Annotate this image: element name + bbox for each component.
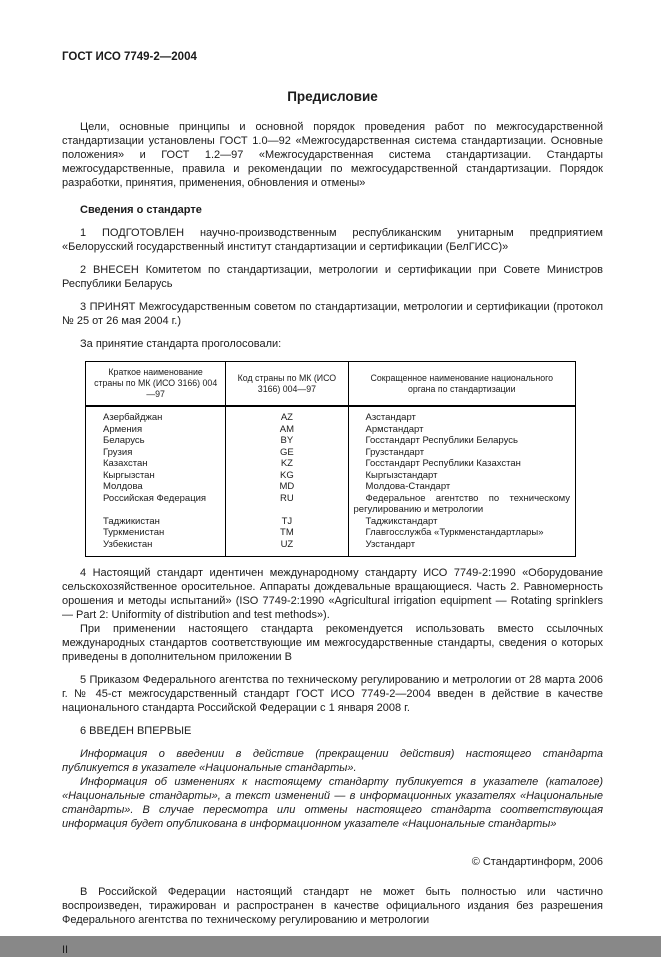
table-header-org: Сокращенное наименование национального органа по стандартизации (348, 362, 575, 407)
info-item-4-continuation: При применении настоящего стандарта рекомендуется использовать вместо ссылочных международных стандартов соответствующие им межгосударственные стандарты, сведения о которых приведены в дополнительном приложении В (62, 623, 603, 663)
cell-country: Молдова (103, 481, 143, 492)
cell-country: Беларусь (103, 435, 145, 446)
cell-code: KZ (226, 458, 348, 470)
cell-org: Федеральное агентство по техническому регулированию и метрологии (348, 493, 575, 516)
info-item-2: 2 ВНЕСЕН Комитетом по стандартизации, метрологии и сертификации при Совете Министров Республики Беларусь (62, 264, 603, 290)
cell-country: Туркменистан (103, 527, 165, 538)
info-item-4: 4 Настоящий стандарт идентичен международному стандарту ИСО 7749-2:1990 «Оборудование сельскохозяйственное оросительное. Аппараты дождевальные вращающиеся. Часть 2. Равномерность орошения и методы испытаний» (ISO 7749-2:1990 «Agricultural irrigation equipment — Rotating sprinklers — Part 2: Uniformity of distribution and test methods»). (62, 567, 603, 621)
cell-country: Грузия (103, 446, 133, 458)
cell-org: Таджикстандарт (348, 516, 575, 528)
info-item-5: 5 Приказом Федерального агентства по техническому регулированию и метрологии от 28 марта 2006 г. № 45-ст межгосударственный стандарт ГОСТ ИСО 7749-2—2004 введен в действие в качестве национального стандарта Российской Федерации с 1 января 2008 г. (62, 674, 603, 714)
cell-code: AM (226, 424, 348, 436)
table-row (86, 481, 576, 493)
cell-code: TJ (226, 516, 348, 528)
table-row (86, 470, 576, 482)
cell-org: Армстандарт (348, 424, 575, 436)
cell-country: Азербайджан (103, 412, 163, 423)
copyright-line: © Стандартинформ, 2006 (471, 856, 603, 868)
vote-line: За принятие стандарта проголосовали: (80, 338, 282, 350)
cell-code: UZ (226, 539, 348, 557)
page-title: Предисловие (287, 89, 378, 104)
intro-paragraph: Цели, основные принципы и основной порядок проведения работ по межгосударственной стандартизации установлены ГОСТ 1.0—92 «Межгосударственная система стандартизации. Основные положения» и ГОСТ 1.2—97 «Межгосударственная система стандартизации. Стандарты межгосударственные, правила и рекомендации по межгосударственной стандартизации. Порядок разработки, принятия, применения, обновления и отмены» (62, 121, 603, 189)
cell-country: Узбекистан (103, 538, 153, 550)
cell-code: GE (226, 447, 348, 459)
cell-country: Казахстан (103, 458, 148, 469)
table-row (86, 435, 576, 447)
cell-org: Кыргызстандарт (348, 470, 575, 482)
table-row (86, 424, 576, 436)
table-header-code: Код страны по МК (ИСО 3166) 004—97 (226, 362, 348, 407)
cell-code: KG (226, 470, 348, 482)
cell-org: Главгосслужба «Туркменстандартлары» (348, 527, 575, 539)
cell-code: BY (226, 435, 348, 447)
cell-org: Узстандарт (348, 539, 575, 557)
table-row (86, 447, 576, 459)
voting-table (85, 361, 576, 557)
table-row (86, 516, 576, 528)
cell-code: TM (226, 527, 348, 539)
cell-org: Госстандарт Республики Беларусь (348, 435, 575, 447)
table-header-row (86, 362, 576, 407)
notice-paragraph-1: Информация о введении в действие (прекращении действия) настоящего стандарта публикуется в указателе «Национальные стандарты». (62, 748, 603, 774)
table-row (86, 527, 576, 539)
cell-org: Грузстандарт (348, 447, 575, 459)
cell-country: Российская Федерация (103, 492, 207, 504)
publication-notices (62, 747, 603, 831)
cell-org: Госстандарт Республики Казахстан (348, 458, 575, 470)
cell-country: Таджикистан (103, 515, 160, 527)
cell-code: RU (226, 493, 348, 516)
cell-org: Молдова-Стандарт (348, 481, 575, 493)
standard-info-heading: Сведения о стандарте (80, 204, 202, 216)
info-item-3: 3 ПРИНЯТ Межгосударственным советом по стандартизации, метрологии и сертификации (протокол № 25 от 26 мая 2004 г.) (62, 301, 603, 327)
table-row (86, 458, 576, 470)
table-row (86, 539, 576, 557)
info-item-6: 6 ВВЕДЕН ВПЕРВЫЕ (80, 725, 192, 737)
table-row (86, 406, 576, 424)
cell-code: AZ (226, 406, 348, 424)
table-header-country: Краткое наименование страны по МК (ИСО 3166) 004—97 (86, 362, 226, 407)
table-row (86, 493, 576, 516)
cell-country: Кыргызстан (103, 469, 155, 481)
cell-country: Армения (103, 423, 143, 435)
reproduction-restriction: В Российской Федерации настоящий стандарт не может быть полностью или частично воспроизведен, тиражирован и распространен в качестве официального издания без разрешения Федерального агентства по техническому регулированию и метрологии (62, 886, 603, 926)
info-item-1: 1 ПОДГОТОВЛЕН научно-производственным республиканским унитарным предприятием «Белорусский государственный институт стандартизации и сертификации (БелГИСС)» (62, 227, 603, 253)
cell-org: Азстандарт (348, 406, 575, 424)
doc-code: ГОСТ ИСО 7749-2—2004 (62, 51, 197, 63)
page-number: II (62, 944, 69, 956)
cell-code: MD (226, 481, 348, 493)
notice-paragraph-2: Информация об изменениях к настоящему стандарту публикуется в указателе (каталоге) «Национальные стандарты», а текст изменений — в информационных указателях «Национальные стандарты». В случае пересмотра или отмены настоящего стандарта соответствующая информация будет опубликована в информационном указателе «Национальные стандарты» (62, 776, 603, 830)
